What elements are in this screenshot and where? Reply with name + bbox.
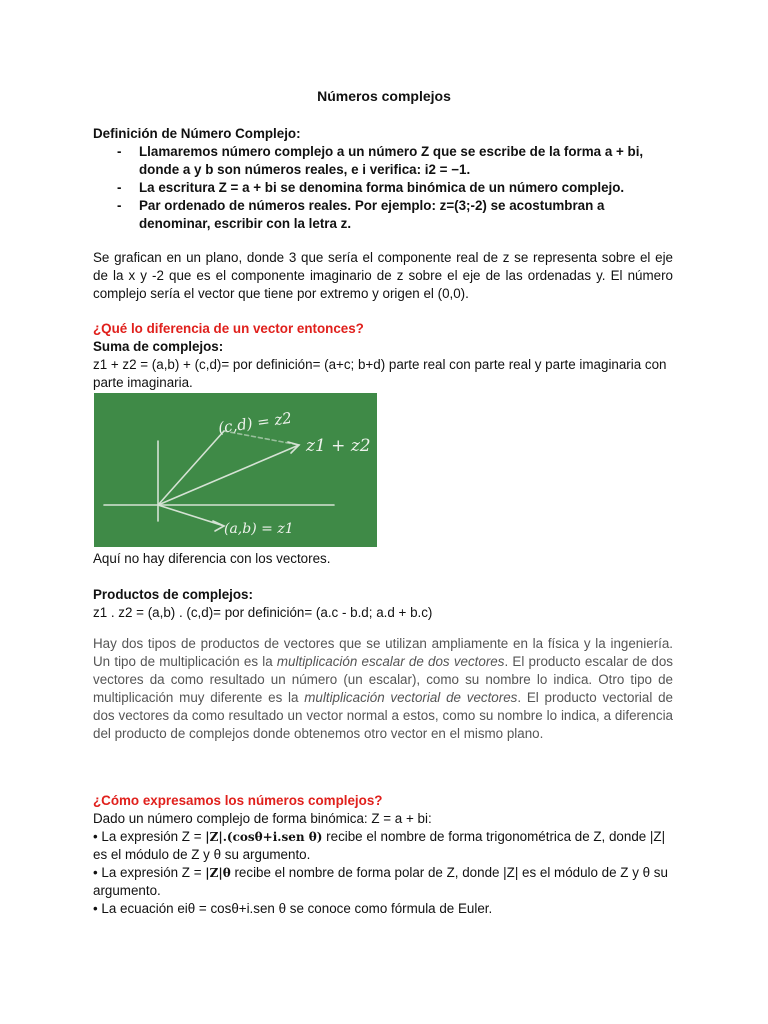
chalkboard-image <box>94 393 377 547</box>
label-z1-plus-z2: z1 + z2 <box>306 436 371 456</box>
list-item: - La escritura Z = a + bi se denomina forma binómica de un número complejo. <box>117 180 625 195</box>
trig-formula: |Z|.(cosθ+i.sen θ) <box>205 830 323 844</box>
polar-formula: |Z|θ <box>205 866 231 880</box>
products-section <box>93 586 673 622</box>
dash-bullet: - <box>117 180 122 195</box>
polar-form-item: • La expresión Z = |Z|θ recibe el nombre de forma polar de Z, donde |Z| es el módulo de Z y θ su argumento. <box>93 865 668 898</box>
sum-section <box>93 320 673 392</box>
label-z1: (a,b) = z1 <box>224 521 294 537</box>
products-text: z1 . z2 = (a,b) . (c,d)= por definición= (a.c - b.d; a.d + b.c) <box>93 605 433 620</box>
trigonometric-form-item: • La expresión Z = |Z|.(cosθ+i.sen θ) recibe el nombre de forma trigonométrica de Z, donde |Z| es el módulo de Z y θ su argumento. <box>93 829 666 862</box>
list-item: - Par ordenado de números reales. Por ejemplo: z=(3;-2) se acostumbran a denominar, escribir con la letra z. <box>117 198 605 231</box>
definition-list <box>93 143 673 233</box>
graph-paragraph: Se grafican en un plano, donde 3 que sería el componente real de z se representa sobre el eje de la x y -2 que es el componente imaginario de z sobre el eje de las ordenadas y. El número complejo sería el vector que tiene por extremo y origen el (0,0). <box>93 250 673 301</box>
binomial-intro: Dado un número complejo de forma binómica: Z = a + bi: <box>93 811 432 826</box>
forms-question-heading: ¿Cómo expresamos los números complejos? <box>93 793 383 808</box>
sum-heading: Suma de complejos: <box>93 339 224 354</box>
vector-question-heading: ¿Qué lo diferencia de un vector entonces? <box>93 321 364 336</box>
list-item: - Llamaremos número complejo a un número Z que se escribe de la forma a + bi, donde a y b son números reales, e i verifica: i2 = −1. <box>117 144 644 177</box>
forms-section <box>93 792 673 918</box>
definition-heading: Definición de Número Complejo: <box>93 126 301 141</box>
euler-formula-item: • La ecuación eiθ = cosθ+i.sen θ se conoce como fórmula de Euler. <box>93 901 493 916</box>
vector-products-paragraph: Hay dos tipos de productos de vectores que se utilizan ampliamente en la física y la ingeniería. Un tipo de multiplicación es la multiplicación escalar de dos vectores. El producto escalar de dos vectores da como resultado un número (un escalar), como su nombre lo indica. Otro tipo de multiplicación muy diferente es la multiplicación vectorial de vectores. El producto vectorial de dos vectores da como resultado un vector normal a estos, como su nombre lo indica, a diferencia del producto de complejos donde obtenemos otro vector en el mismo plano. <box>93 636 673 741</box>
image-caption: Aquí no hay diferencia con los vectores. <box>93 551 331 566</box>
products-heading: Productos de complejos: <box>93 587 253 602</box>
label-z2: (c,d) = z2 <box>217 408 293 437</box>
definition-section <box>93 125 673 233</box>
dash-bullet: - <box>117 144 122 159</box>
dash-bullet: - <box>117 198 122 213</box>
sum-text: z1 + z2 = (a,b) + (c,d)= por definición= (a+c; b+d) parte real con parte real y parte imaginaria con parte imaginaria. <box>93 357 667 390</box>
page-title: Números complejos <box>317 88 451 104</box>
